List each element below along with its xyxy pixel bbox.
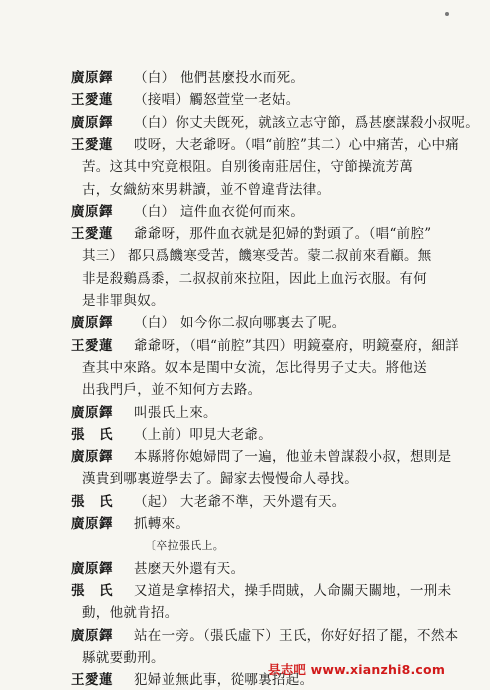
speaker-name: 廣原鐸 xyxy=(71,516,113,532)
speaker-name: 王愛蓮 xyxy=(71,337,113,354)
dialogue-continuation: 其三） 都只爲饑寒受苦，饑寒受苦。蒙二叔前來看顧。無 xyxy=(82,248,432,265)
dialogue-continuation: 古，女織紡來男耕讀，並不曾違背法律。 xyxy=(82,181,331,198)
speaker-name: 王愛蓮 xyxy=(71,226,113,243)
speaker-name: 廣原鐸 xyxy=(71,449,113,466)
speaker-name: 張 氏 xyxy=(71,493,113,510)
speaker-name: 王愛蓮 xyxy=(71,92,113,109)
site-watermark: 县志吧 www.xianzhi8.com xyxy=(268,662,446,677)
dialogue-text: （白） 如今你二叔向哪裏去了呢。 xyxy=(134,315,346,332)
dialogue-text: （起） 大老爺不準，天外還有天。 xyxy=(134,493,346,510)
dialogue-text: （接唱）觸怒萱堂一老姑。 xyxy=(134,92,300,109)
dialogue-continuation: 縣就要動刑。 xyxy=(82,649,165,666)
speaker-name: 廣原鐸 xyxy=(71,315,113,332)
dialogue-text: 本縣將你媳婦問了一遍，他並未曾謀殺小叔，想則是 xyxy=(134,449,452,466)
dialogue-text: 犯婦並無此事，從哪裏招起。 xyxy=(134,672,314,689)
dialogue-text: （上前）叩見大老爺。 xyxy=(134,426,272,443)
speaker-name: 廣原鐸 xyxy=(71,404,113,421)
speaker-name: 張 氏 xyxy=(71,582,113,599)
dialogue-continuation: 是非罪與奴。 xyxy=(82,293,165,309)
dialogue-continuation: 查其中來路。奴本是閨中女流，怎比得男子丈夫。將他送 xyxy=(82,359,427,376)
dialogue-continuation: 非是殺鷄爲黍，二叔叔前來拉阻，因此上血污衣服。有何 xyxy=(82,270,427,287)
dialogue-text: （白）你丈夫旣死，就該立志守節，爲甚麽謀殺小叔呢。 xyxy=(134,114,479,131)
speaker-name: 廣原鐸 xyxy=(71,203,113,220)
dialogue-text: 抓轉來。 xyxy=(134,516,190,532)
speaker-name: 張 氏 xyxy=(71,426,113,443)
dialogue-text: 甚麽天外還有天。 xyxy=(134,560,245,577)
speaker-name: 廣原鐸 xyxy=(71,627,113,644)
dialogue-continuation: 漢貴到哪裏遊學去了。歸家去慢慢命人尋找。 xyxy=(82,471,358,488)
dialogue-text: （白） 這件血衣從何而來。 xyxy=(134,203,305,220)
dialogue-text: （白） 他們甚麼投水而死。 xyxy=(134,70,305,86)
dialogue-text: 爺爺呀，那件血衣就是犯婦的對頭了。（唱“前腔” xyxy=(134,226,432,243)
dialogue-continuation: 出我門戶，並不知何方去路。 xyxy=(82,382,262,399)
speaker-name: 廣原鐸 xyxy=(71,114,113,131)
scan-speck xyxy=(445,12,449,16)
dialogue-text: 哎呀，大老爺呀。（唱“前腔”其二）心中痛苦，心中痛 xyxy=(134,136,460,153)
speaker-name: 廣原鐸 xyxy=(71,70,113,86)
speaker-name: 王愛蓮 xyxy=(71,136,113,153)
speaker-name: 廣原鐸 xyxy=(71,560,113,577)
dialogue-text: 叫張氏上來。 xyxy=(134,404,217,421)
speaker-name: 王愛蓮 xyxy=(71,672,113,689)
dialogue-continuation: 苦。这其中究竟根阻。自别後南莊居住，守節操流芳萬 xyxy=(82,159,414,176)
stage-direction: 〔卒拉張氏上。 xyxy=(145,539,225,553)
dialogue-text: 又道是拿棒招犬，操手問賊，人命關天關地，一刑未 xyxy=(134,582,452,599)
dialogue-continuation: 動，他就肯招。 xyxy=(82,605,179,622)
dialogue-text: 爺爺呀，（唱“前腔”其四）明鏡臺府，明鏡臺府，細詳 xyxy=(134,337,460,354)
dialogue-text: 站在一旁。（張氏虛下）王氏，你好好招了罷，不然本 xyxy=(134,627,459,644)
